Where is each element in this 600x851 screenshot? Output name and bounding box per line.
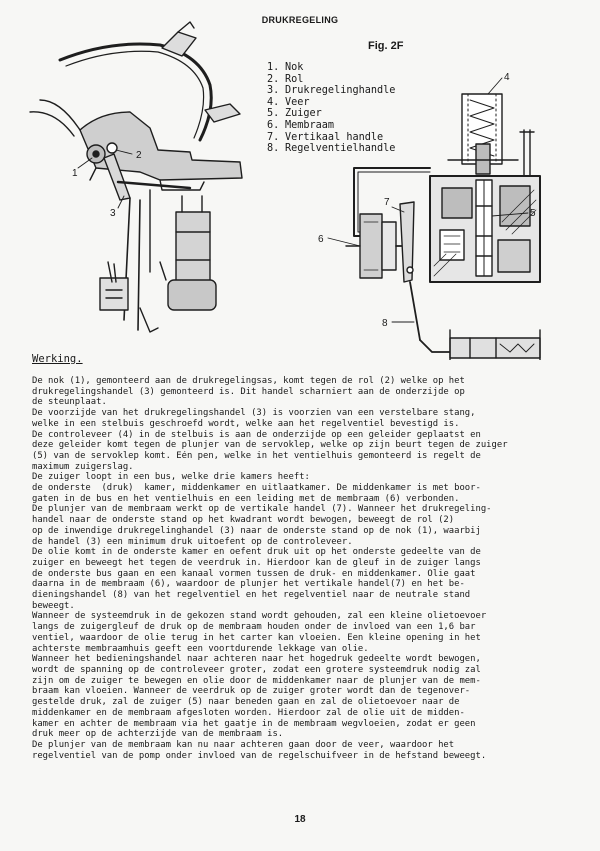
legend-text: Drukregelinghandle <box>285 85 396 97</box>
legend-number: 8. <box>267 143 280 155</box>
legend-text: Nok <box>285 62 304 73</box>
legend-text: Rol <box>285 73 304 85</box>
callout-8: 8 <box>382 318 388 329</box>
text-line: (5) van de servoklep komt. Eén pen, welke in het ventielhuis gemonteerd is regelt de <box>32 450 481 461</box>
text-line: druk meer op de achterzijde van de membraam is. <box>32 729 284 740</box>
text-line: Wanneer de systeemdruk in de gekozen stand wordt gehouden, zal een kleine olietoevoer <box>32 611 487 622</box>
text-line: de onderste bus gaan en een kanaal vormen tussen de druk- en middenkamer. Olie gaat <box>32 568 476 579</box>
page-number: 18 <box>294 814 306 825</box>
leader-line <box>78 158 92 168</box>
text-line: De plunjer van de membraam werkt op de vertikale handel (7). Wanneer het drukregeling- <box>32 504 492 515</box>
callout-7: 7 <box>384 197 390 208</box>
text-line: op de inwendige drukregelinghandel (3) naar de onderste stand op de nok (1), waarbij <box>32 525 481 536</box>
legend-number: 2. <box>267 73 280 85</box>
leader-line <box>488 78 502 94</box>
leader-line <box>328 238 360 246</box>
lever-mechanism-drawing <box>30 22 242 332</box>
text-line: de handel (3) een minimum druk uitoefent op de controleveer. <box>32 536 353 547</box>
legend-number: 5. <box>267 108 280 120</box>
page-header: DRUKREGELING <box>261 15 339 25</box>
text-line: deze geleider komt tegen de plunjer van de servoklep, welke op zijn beurt tegen de zuiger <box>32 440 508 451</box>
text-line: middenkamer en de membraam afgesloten worden. Hierdoor zal de olie uit de midden- <box>32 707 465 718</box>
text-line: langs de zuigergleuf de druk op de membraam houden onder de invloed van een 1,6 bar <box>32 622 476 633</box>
text-line: dieningshandel (8) van het regelventiel en het regelventiel naar de neutrale stand <box>32 590 471 601</box>
legend-text: Membraam <box>285 119 335 131</box>
callout-2: 2 <box>136 150 142 161</box>
text-line: De nok (1), gemonteerd aan de drukregelingsas, komt tegen de rol (2) welke op het <box>32 376 465 386</box>
text-line: regelventiel van de pomp onder invloed van de regelschuifveer in de hefstand beweegt. <box>32 750 487 761</box>
text-line: de steunplaat. <box>32 397 107 408</box>
legend-text: Zuiger <box>285 108 322 120</box>
body-text <box>32 376 572 761</box>
text-line: De olie komt in de onderste kamer en oefent druk uit op het onderste gedeelte van de <box>32 547 481 558</box>
text-line: ventiel, waardoor de olie terug in het carter kan vloeien. Een kleine opening in het <box>32 632 481 643</box>
text-line: achterste membraamhuis geeft een voortdurende lekkage van olie. <box>32 643 369 654</box>
legend-number: 1. <box>267 62 280 73</box>
text-line: de onderste (druk) kamer, middenkamer en uitlaatkamer. De middenkamer is met boor- <box>32 483 481 494</box>
text-line: wordt de spanning op de controleveer groter, zodat een grotere systeemdruk nodig zal <box>32 664 481 675</box>
text-line: zijn om de zuiger te bewegen en olie door de middenkamer naar de plunjer van de mem- <box>32 675 481 686</box>
legend-number: 6. <box>267 119 280 131</box>
text-line: braam kan vloeien. Wanneer de veerdruk op de zuiger groter wordt dan de tegenover- <box>32 686 471 697</box>
legend-number: 3. <box>267 85 280 97</box>
section-title: Werking. <box>32 353 83 365</box>
text-line: drukregelingshandel (3) gemonteerd is. Dit handel scharniert aan de onderzijde op <box>32 386 465 397</box>
callout-1: 1 <box>72 168 78 179</box>
legend-text: Regelventielhandle <box>285 143 396 155</box>
text-line: handel naar de onderste stand op het kwadrant wordt bewogen, beweegt de rol (2) <box>32 515 455 526</box>
text-line: De voorzijde van het drukregelingshandel (3) is voorzien van een verstelbare stang, <box>32 408 476 419</box>
legend-number: 7. <box>267 131 280 143</box>
text-line: De plunjer van de membraam kan nu naar achteren gaan door de veer, waardoor het <box>32 739 455 750</box>
hydraulic-pressure-control-diagram <box>0 0 600 360</box>
control-valve-handle-drawing <box>410 282 540 360</box>
text-line: gaten in de bus en het ventielhuis en een leiding met de membraam (6) verbonden. <box>32 493 460 504</box>
text-line: zuiger en beweegt het tegen de veerdruk in. Hierdoor kan de gleuf in de zuiger langs <box>32 557 481 568</box>
text-line: daarna in de membraam (6), waardoor de plunjer het vertikale handel(7) en het be- <box>32 579 465 590</box>
text-line: beweegt. <box>32 600 75 611</box>
text-line: Wanneer het bedieningshandel naar achteren naar het hogedruk gedeelte wordt bewogen, <box>32 654 481 665</box>
legend-text: Vertikaal handle <box>285 131 384 143</box>
legend-text: Veer <box>285 96 310 108</box>
text-line: kamer en achter de membraam via het gaatje in de membraam wegvloeien, zodat er geen <box>32 718 476 729</box>
text-line: gestelde druk, zal de zuiger (5) naar beneden gaan en zal de olietoevoer naar de <box>32 697 460 708</box>
callout-6: 6 <box>318 234 324 245</box>
text-line: De controleveer (4) in de stelbuis is aan de onderzijde op een geleider geplaatst en <box>32 429 481 440</box>
figure-label: Fig. 2F <box>368 40 404 52</box>
text-line: maximum zuigerslag. <box>32 461 134 472</box>
legend-number: 4. <box>267 96 280 108</box>
text-line: welke in een stelbuis geschroefd wordt, welke aan het regelventiel bevestigd is. <box>32 418 460 429</box>
callout-5: 5 <box>530 208 536 219</box>
servo-valve-drawing <box>430 94 540 282</box>
callout-4: 4 <box>504 72 510 83</box>
text-line: De zuiger loopt in een bus, welke drie kamers heeft: <box>32 472 310 483</box>
callout-3: 3 <box>110 208 116 219</box>
